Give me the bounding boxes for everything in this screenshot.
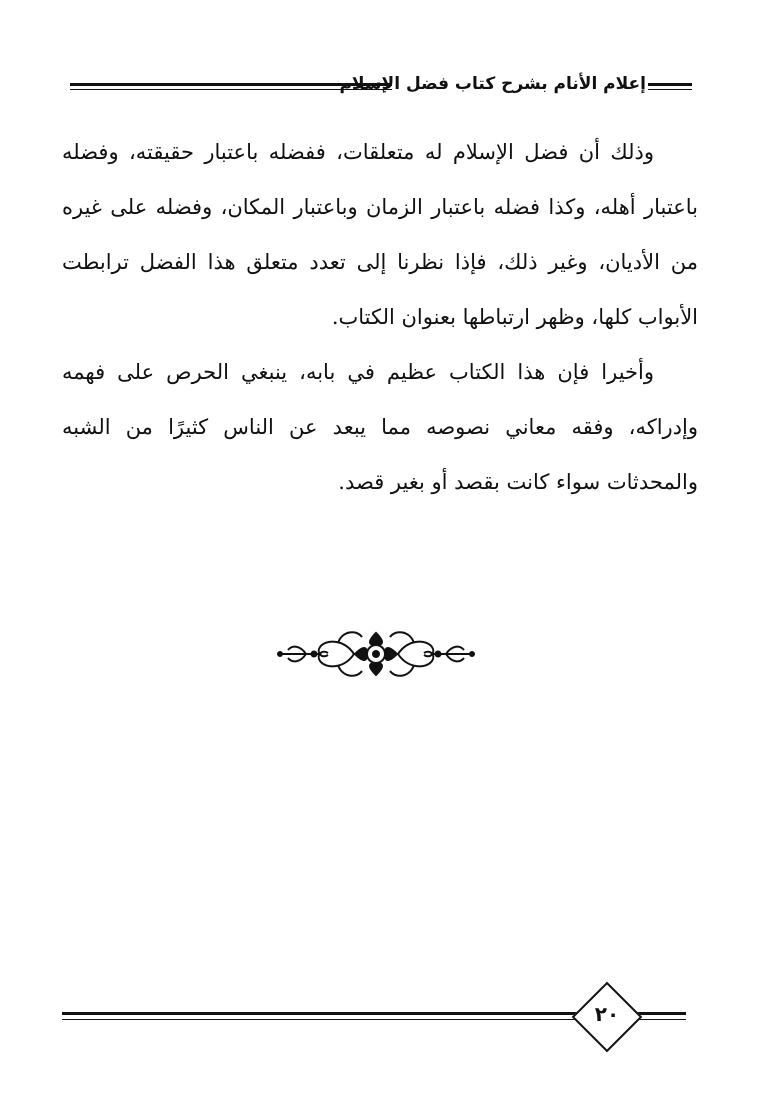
running-title: إعلام الأنام بشرح كتاب فضل الإسلام [339,74,646,94]
page-footer [62,990,686,1050]
floral-ornament-icon [276,625,476,683]
paragraph: وذلك أن فضل الإسلام له متعلقات، ففضله باعتبار حقيقته، وفضله باعتبار أهله، وكذا فضله باعتبار الزمان وباعتبار المكان، وفضله على غيره من الأديان، وغير ذلك، فإذا نظرنا إلى تعدد متعلق هذا الفضل ترابطت الأبواب كلها، وظهر ارتباطها بعنوان الكتاب. [62,140,698,329]
body-text [62,125,698,510]
paragraph: وأخيرا فإن هذا الكتاب عظيم في بابه، ينبغي الحرص على فهمه وإدراكه، وفقه معاني نصوصه مما يبعد عن الناس كثيرًا من الشبه والمحدثات سواء كانت بقصد أو بغير قصد. [62,360,698,494]
page-number: ٢٠ [594,1002,620,1026]
running-header [70,74,692,102]
header-rule-right [648,83,692,86]
header-rule-right-thin [648,89,692,90]
